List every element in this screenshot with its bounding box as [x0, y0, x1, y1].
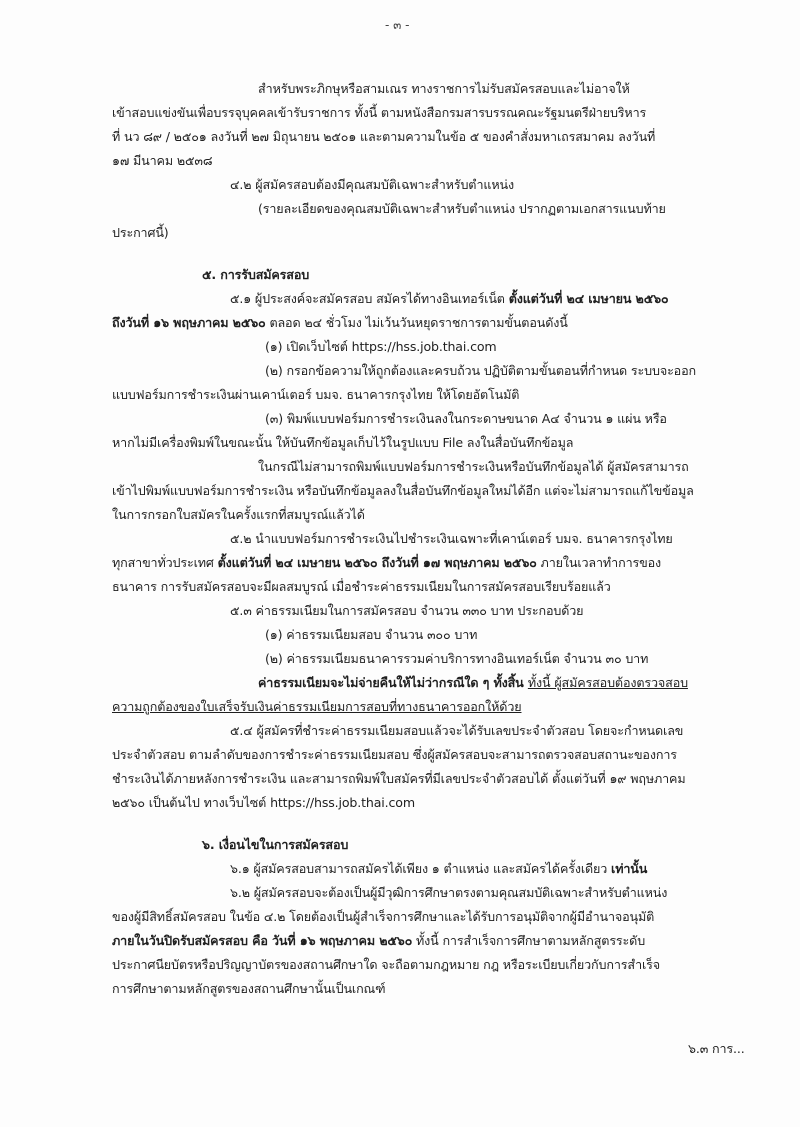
section-5-2-line-2 — [112, 554, 661, 572]
step-2-line-1: (๒) กรอกข้อความให้ถูกต้องและครบถ้วน ปฏิบัติตามขั้นตอนที่กำหนด ระบบจะออก — [265, 363, 696, 378]
section-5-1-text: ๕.๑ ผู้ประสงค์จะสมัครสอบ สมัครได้ทางอินเทอร์เน็ต — [230, 291, 509, 306]
section-6-heading: ๖. เงื่อนไขในการสมัครสอบ — [202, 837, 349, 852]
no-refund-notice: ค่าธรรมเนียมจะไม่จ่ายคืนให้ไม่ว่ากรณีใด ๆ ทั้งสิ้น — [258, 675, 528, 690]
note-line-1: ในกรณีไม่สามารถพิมพ์แบบฟอร์มการชำระเงินหรือบันทึกข้อมูลได้ ผู้สมัครสามารถ — [258, 459, 689, 474]
section-5-1-line-1 — [230, 290, 668, 308]
continuation-marker: ๖.๓ การ... — [688, 1041, 745, 1056]
section-5-4-line-1: ๕.๔ ผู้สมัครที่ชำระค่าธรรมเนียมสอบแล้วจะได้รับเลขประจำตัวสอบ โดยจะกำหนดเลข — [230, 723, 684, 738]
step-3-line-1: (๓) พิมพ์แบบฟอร์มการชำระเงินลงในกระดาษขนาด A๔ จำนวน ๑ แผ่น หรือ — [265, 411, 667, 426]
intro-line-1: สำหรับพระภิกษุหรือสามเณร ทางราชการไม่รับสมัครสอบและไม่อาจให้ — [258, 81, 630, 96]
section-5-heading: ๕. การรับสมัครสอบ — [202, 267, 310, 282]
note-line-3: ในการกรอกใบสมัครในครั้งแรกที่สมบูรณ์แล้วได้ — [112, 507, 365, 522]
step-2-line-2: แบบฟอร์มการชำระเงินผ่านเคาน์เตอร์ บมจ. ธนาคารกรุงไทย ให้โดยอัตโนมัติ — [112, 387, 520, 402]
intro-line-4: ๑๗ มีนาคม ๒๕๓๘ — [112, 153, 213, 168]
section-4-2-line-1: ๔.๒ ผู้สมัครสอบต้องมีคุณสมบัติเฉพาะสำหรับตำแหน่ง — [230, 177, 514, 192]
section-5-4-line-4 — [112, 794, 415, 812]
section-5-1-start-date: ตั้งแต่วันที่ ๒๔ เมษายน ๒๕๖๐ — [508, 291, 669, 306]
section-5-1-text-2: ตลอด ๒๔ ชั่วโมง ไม่เว้นวันหยุดราชการตามขั้นตอนดังนี้ — [265, 315, 568, 330]
section-4-2-line-3: ประกาศนี้) — [112, 225, 169, 240]
fee-warning-line-2: ความถูกต้องของใบเสร็จรับเงินค่าธรรมเนียมการสอบที่ทางธนาคารออกให้ด้วย — [112, 699, 522, 714]
section-5-1-line-2 — [112, 314, 568, 332]
section-6-2-text: ทั้งนี้ การสำเร็จการศึกษาตามหลักสูตรระดับ — [412, 933, 646, 948]
section-6-2-line-1: ๖.๒ ผู้สมัครสอบจะต้องเป็นผู้มีวุฒิการศึกษาตรงตามคุณสมบัติเฉพาะสำหรับตำแหน่ง — [230, 885, 668, 900]
section-5-2-text-2: ภายในเวลาทำการของ — [536, 555, 661, 570]
section-5-2-line-3: ธนาคาร การรับสมัครสอบจะมีผลสมบูรณ์ เมื่อชำระค่าธรรมเนียมในการสมัครสอบเรียบร้อยแล้ว — [112, 579, 611, 594]
receipt-check-notice: ทั้งนี้ ผู้สมัครสอบต้องตรวจสอบ — [527, 675, 688, 690]
section-5-4-line-2: ประจำตัวสอบ ตามลำดับของการชำระค่าธรรมเนียมสอบ ซึ่งผู้สมัครสอบจะสามารถตรวจสอบสถานะของการ — [112, 747, 677, 762]
closing-date: ภายในวันปิดรับสมัครสอบ คือ วันที่ ๑๖ พฤษภาคม ๒๕๖๐ — [112, 933, 413, 948]
page-number: - ๓ - — [385, 18, 410, 32]
section-6-2-line-3 — [112, 932, 645, 950]
section-5-2-text: ทุกสาขาทั่วประเทศ — [112, 555, 218, 570]
section-6-1-text: ๖.๑ ผู้สมัครสอบสามารถสมัครได้เพียง ๑ ตำแหน่ง และสมัครได้ครั้งเดียว — [230, 861, 612, 876]
step-1-label: (๑) เปิดเว็บไซต์ — [265, 339, 352, 354]
step-1 — [265, 338, 497, 356]
section-6-2-line-5: การศึกษาตามหลักสูตรของสถานศึกษานั้นเป็นเกณฑ์ — [112, 981, 386, 996]
section-5-1-end-date: ถึงวันที่ ๑๖ พฤษภาคม ๒๕๖๐ — [112, 315, 266, 330]
section-6-1-emphasis: เท่านั้น — [611, 861, 648, 876]
website-link[interactable]: https://hss.job.thai.com — [351, 339, 497, 354]
step-3-line-2: หากไม่มีเครื่องพิมพ์ในขณะนั้น ให้บันทึกข้อมูลเก็บไว้ในรูปแบบ File ลงในสื่อบันทึกข้อมูล — [112, 435, 574, 450]
website-link-2[interactable]: https://hss.job.thai.com — [270, 795, 415, 810]
note-line-2: เข้าไปพิมพ์แบบฟอร์มการชำระเงิน หรือบันทึกข้อมูลลงในสื่อบันทึกข้อมูลใหม่ได้อีก แต่จะไม่สามารถแก้ไขข้อมูล — [112, 483, 694, 498]
section-4-2-line-2: (รายละเอียดของคุณสมบัติเฉพาะสำหรับตำแหน่ง ปรากฏตามเอกสารแนบท้าย — [258, 201, 666, 216]
fee-item-2: (๒) ค่าธรรมเนียมธนาคารรวมค่าบริการทางอินเทอร์เน็ต จำนวน ๓๐ บาท — [265, 651, 649, 666]
fee-warning-line-1 — [258, 674, 688, 692]
section-5-2-line-1: ๕.๒ นำแบบฟอร์มการชำระเงินไปชำระเงินเฉพาะที่เคาน์เตอร์ บมจ. ธนาคารกรุงไทย — [230, 531, 673, 546]
section-6-1 — [230, 860, 647, 878]
section-5-3-line-1: ๕.๓ ค่าธรรมเนียมในการสมัครสอบ จำนวน ๓๓๐ บาท ประกอบด้วย — [230, 603, 584, 618]
fee-item-1: (๑) ค่าธรรมเนียมสอบ จำนวน ๓๐๐ บาท — [265, 627, 478, 642]
intro-line-3: ที่ นว ๘๙ / ๒๕๐๑ ลงวันที่ ๒๗ มิถุนายน ๒๕๐๑ และตามความในข้อ ๕ ของคำสั่งมหาเถรสมาคม ลงวันที่ — [112, 129, 656, 144]
section-6-2-line-4: ประกาศนียบัตรหรือปริญญาบัตรของสถานศึกษาใด จะถือตามกฎหมาย กฎ หรือระเบียบเกี่ยวกับการสำเร็จ — [112, 957, 660, 972]
section-5-4-line-3: ชำระเงินได้ภายหลังการชำระเงิน และสามารถพิมพ์ใบสมัครที่มีเลขประจำตัวสอบได้ ตั้งแต่วันที่ ๑๙ พฤษภาคม — [112, 771, 686, 786]
section-6-2-line-2: ของผู้มีสิทธิ์สมัครสอบ ในข้อ ๔.๒ โดยต้องเป็นผู้สำเร็จการศึกษาและได้รับการอนุมัติจากผู้มีอำนาจอนุมัติ — [112, 909, 655, 924]
section-5-2-dates: ตั้งแต่วันที่ ๒๔ เมษายน ๒๕๖๐ ถึงวันที่ ๑๗ พฤษภาคม ๒๕๖๐ — [217, 555, 537, 570]
intro-line-2: เข้าสอบแข่งขันเพื่อบรรจุบุคคลเข้ารับราชการ ทั้งนี้ ตามหนังสือกรมสารบรรณคณะรัฐมนตรีฝ่ายบริหาร — [112, 105, 647, 120]
section-5-4-text: ๒๕๖๐ เป็นต้นไป ทางเว็บไซต์ — [112, 795, 271, 810]
